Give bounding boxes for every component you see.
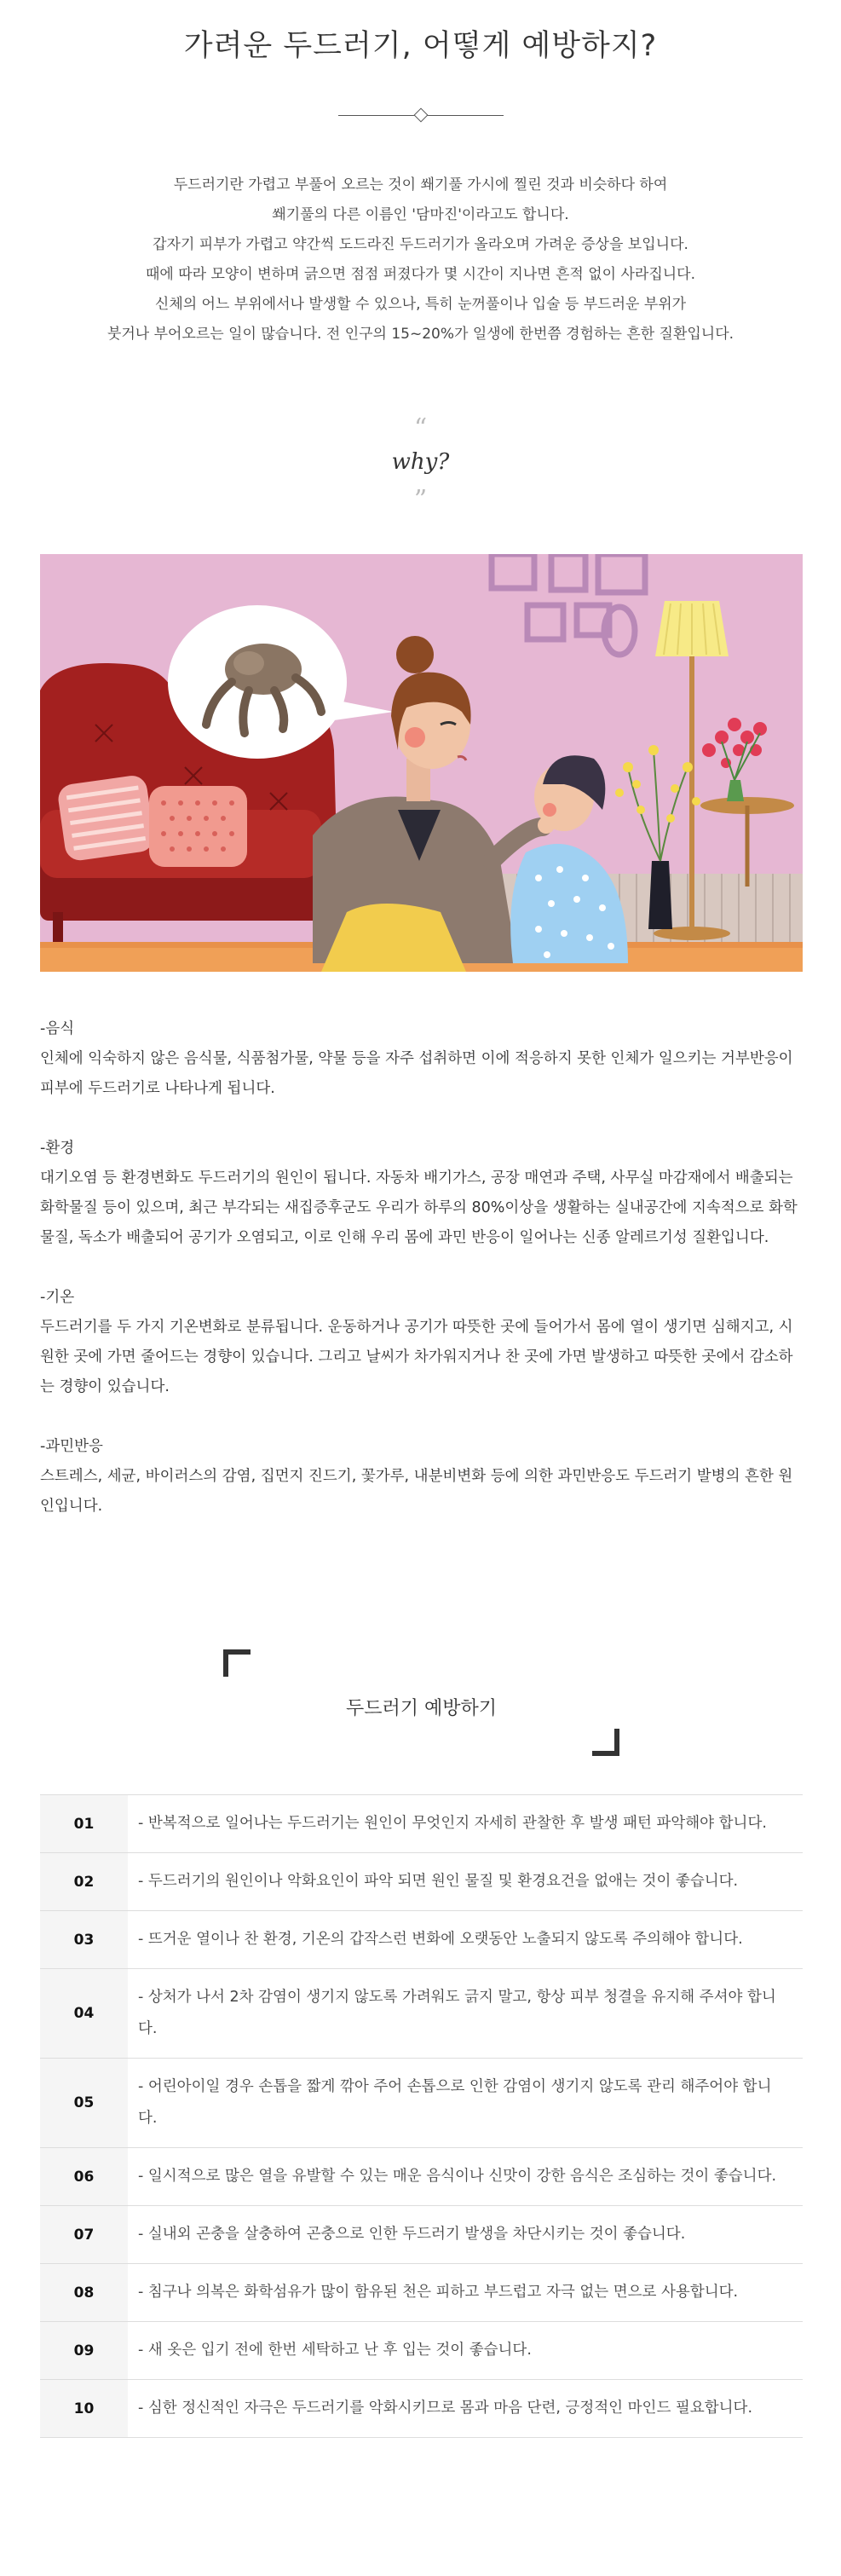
row-number: 02 xyxy=(40,1853,128,1911)
corner-bracket-bottom-right-icon xyxy=(592,1729,619,1756)
row-number: 05 xyxy=(40,2059,128,2148)
cause-item xyxy=(40,1134,803,1253)
cause-item xyxy=(40,1432,803,1522)
divider-diamond-icon xyxy=(414,108,429,123)
row-text: - 뜨거운 열이나 찬 환경, 기온의 갑작스런 변화에 오랫동안 노출되지 않도록 주의해야 합니다. xyxy=(128,1911,803,1969)
intro-line: 신체의 어느 부위에서나 발생할 수 있으나, 특히 눈꺼풀이나 입술 등 부드러운 부위가 xyxy=(154,296,687,313)
cause-title: -과민반응 xyxy=(40,1438,103,1455)
row-number: 07 xyxy=(40,2206,128,2264)
table-row xyxy=(40,1969,803,2059)
row-number: 10 xyxy=(40,2380,128,2438)
corner-bracket-top-left-icon xyxy=(223,1649,251,1677)
mother-checking-child-skin-illustration xyxy=(40,554,803,972)
row-number: 06 xyxy=(40,2148,128,2206)
cause-title: -기온 xyxy=(40,1289,75,1306)
why-heading: why? xyxy=(391,449,450,475)
row-number: 09 xyxy=(40,2322,128,2380)
row-number: 01 xyxy=(40,1795,128,1853)
table-row xyxy=(40,1795,803,1853)
cause-text: 스트레스, 세균, 바이러스의 감염, 집먼지 진드기, 꽃가루, 내분비변화 등에 의한 과민반응도 두드러기 발병의 흔한 원인입니다. xyxy=(40,1468,793,1515)
open-quote-icon: “ xyxy=(413,413,428,443)
table-row xyxy=(40,1853,803,1911)
cause-text: 대기오염 등 환경변화도 두드러기의 원인이 됩니다. 자동차 배기가스, 공장 매연과 주택, 사무실 마감재에서 배출되는 화학물질 등이 있으며, 최근 부각되는 새집증후군도 우리가 하루의 80%이상을 생활하는 실내공간에 지속적으로 화학 물질, 독소가 배출되어 공기가 오염되고, 이로 인해 우리 몸에 과민 반응이 일어나는 신종 알레르기성 질환입니다. xyxy=(40,1170,798,1246)
table-row xyxy=(40,2059,803,2148)
row-text: - 어린아이일 경우 손톱을 짧게 깎아 주어 손톱으로 인한 감염이 생기지 않도록 관리 해주어야 합니다. xyxy=(128,2059,803,2148)
prevention-title: 두드러기 예방하기 xyxy=(345,1698,497,1719)
row-text: - 실내외 곤충을 살충하여 곤충으로 인한 두드러기 발생을 차단시키는 것이 좋습니다. xyxy=(128,2206,803,2264)
cause-title: -음식 xyxy=(40,1020,75,1037)
row-text: - 반복적으로 일어나는 두드러기는 원인이 무엇인지 자세히 관찰한 후 발생 패턴 파악해야 합니다. xyxy=(128,1795,803,1853)
cause-text: 인체에 익숙하지 않은 음식물, 식품첨가물, 약물 등을 자주 섭취하면 이에 적응하지 못한 인체가 일으키는 거부반응이 피부에 두드러기로 나타나게 됩니다. xyxy=(40,1050,793,1097)
table-row xyxy=(40,2206,803,2264)
row-text: - 심한 정신적인 자극은 두드러기를 악화시키므로 몸과 마음 단련, 긍정적인 마인드 필요합니다. xyxy=(128,2380,803,2438)
row-number: 03 xyxy=(40,1911,128,1969)
table-row xyxy=(40,2148,803,2206)
intro-line: 붓거나 부어오르는 일이 많습니다. 전 인구의 15~20%가 일생에 한번쯤 경험하는 흔한 질환입니다. xyxy=(107,326,734,343)
row-number: 08 xyxy=(40,2264,128,2322)
cause-title: -환경 xyxy=(40,1140,75,1157)
row-number: 04 xyxy=(40,1969,128,2059)
intro-line: 두드러기란 가렵고 부풀어 오르는 것이 쐐기풀 가시에 찔린 것과 비슷하다 하여 xyxy=(173,176,668,193)
table-row xyxy=(40,1911,803,1969)
close-quote-icon: ” xyxy=(413,485,428,515)
page-title: 가려운 두드러기, 어떻게 예방하지? xyxy=(183,29,658,63)
row-text: - 새 옷은 입기 전에 한번 세탁하고 난 후 입는 것이 좋습니다. xyxy=(128,2322,803,2380)
cause-item xyxy=(40,1014,803,1104)
intro-line: 쐐기풀의 다른 이름인 '담마진'이라고도 합니다. xyxy=(272,206,569,223)
title-divider xyxy=(338,110,504,120)
row-text: - 침구나 의복은 화학섬유가 많이 함유된 천은 피하고 부드럽고 자극 없는 면으로 사용합니다. xyxy=(128,2264,803,2322)
table-row xyxy=(40,2322,803,2380)
intro-paragraph xyxy=(85,170,756,349)
intro-line: 때에 따라 모양이 변하며 긁으면 점점 퍼졌다가 몇 시간이 지나면 흔적 없이 사라집니다. xyxy=(145,266,696,283)
row-text: - 두드러기의 원인이나 악화요인이 파악 되면 원인 물질 및 환경요건을 없애는 것이 좋습니다. xyxy=(128,1853,803,1911)
prevention-heading-box xyxy=(223,1649,619,1756)
row-text: - 일시적으로 많은 열을 유발할 수 있는 매운 음식이나 신맛이 강한 음식은 조심하는 것이 좋습니다. xyxy=(128,2148,803,2206)
causes-section xyxy=(40,1014,803,1551)
cause-text: 두드러기를 두 가지 기온변화로 분류됩니다. 운동하거나 공기가 따뜻한 곳에 들어가서 몸에 열이 생기면 심해지고, 시원한 곳에 가면 줄어드는 경향이 있습니다. 그리고 날씨가 차가워지거나 찬 곳에 가면 발생하고 따뜻한 곳에서 감소하는 경향이 있습니다. xyxy=(40,1319,793,1395)
table-row xyxy=(40,2264,803,2322)
cause-item xyxy=(40,1283,803,1402)
intro-line: 갑자기 피부가 가렵고 약간씩 도드라진 두드러기가 올라오며 가려운 증상을 보입니다. xyxy=(153,236,688,253)
prevention-table xyxy=(40,1794,803,2438)
table-row xyxy=(40,2380,803,2438)
row-text: - 상처가 나서 2차 감염이 생기지 않도록 가려워도 긁지 말고, 항상 피부 청결을 유지해 주셔야 합니다. xyxy=(128,1969,803,2059)
